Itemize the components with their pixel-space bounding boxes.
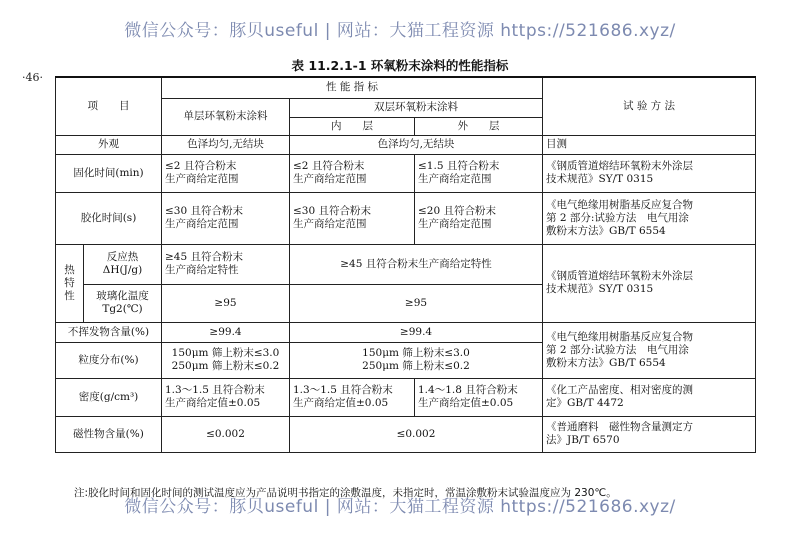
table-row: [56, 416, 756, 452]
cell-double: ≥45 且符合粉末生产商给定特性: [290, 244, 543, 284]
table-note: 注:胶化时间和固化时间的测试温度应为产品说明书指定的涂敷温度，未指定时，常温涂敷粉末试验温度应为 230℃。: [74, 487, 617, 499]
cell-inner: ≤30 且符合粉末 生产商给定范围: [290, 192, 415, 244]
table-row: [56, 378, 756, 416]
cell-inner: ≤2 且符合粉末 生产商给定范围: [290, 154, 415, 192]
cell-double: ≥95: [290, 284, 543, 322]
row-label: 固化时间(min): [56, 154, 162, 192]
cell-method: 《电气绝缘用树脂基反应复合物 第 2 部分:试验方法 电气用涂 敷粉末方法》GB/T 6554: [543, 322, 756, 378]
cell-single: 色泽均匀,无结块: [162, 135, 290, 154]
table-row: [56, 244, 756, 284]
table-title: 表 11.2.1-1 环氧粉末涂料的性能指标: [291, 58, 509, 73]
cell-inner: 1.3～1.5 且符合粉末 生产商给定值±0.05: [290, 378, 415, 416]
row-label: 玻璃化温度 Tg2(℃): [84, 284, 162, 322]
cell-single: 1.3～1.5 且符合粉末 生产商给定值±0.05: [162, 378, 290, 416]
header-double: 双层环氧粉末涂料: [290, 98, 543, 117]
header-item: 项 目: [56, 77, 162, 135]
cell-method: 目测: [543, 135, 756, 154]
cell-double: ≥99.4: [290, 322, 543, 342]
cell-single: ≤0.002: [162, 416, 290, 452]
cell-single: ≥99.4: [162, 322, 290, 342]
cell-method: 《电气绝缘用树脂基反应复合物 第 2 部分:试验方法 电气用涂 敷粉末方法》GB/T 6554: [543, 192, 756, 244]
cell-double: 色泽均匀,无结块: [290, 135, 543, 154]
row-label: 胶化时间(s): [56, 192, 162, 244]
header-outer: 外 层: [415, 117, 543, 135]
cell-outer: ≤20 且符合粉末 生产商给定范围: [415, 192, 543, 244]
header-method: 试 验 方 法: [543, 77, 756, 135]
performance-table: [55, 76, 756, 453]
row-label: 密度(g/cm³): [56, 378, 162, 416]
row-label: 粒度分布(%): [56, 342, 162, 378]
cell-method: 《化工产品密度、相对密度的测 定》GB/T 4472: [543, 378, 756, 416]
cell-single: ≤30 且符合粉末 生产商给定范围: [162, 192, 290, 244]
cell-double: ≤0.002: [290, 416, 543, 452]
header-inner: 内 层: [290, 117, 415, 135]
cell-single: 150μm 筛上粉末≤3.0 250μm 筛上粉末≤0.2: [162, 342, 290, 378]
cell-method: 《普通磨料 磁性物含量测定方 法》JB/T 6570: [543, 416, 756, 452]
row-label: 磁性物含量(%): [56, 416, 162, 452]
cell-method: 《钢质管道熔结环氧粉末外涂层 技术规范》SY/T 0315: [543, 244, 756, 322]
row-label: 反应热 ΔH(J/g): [84, 244, 162, 284]
watermark-bottom: 微信公众号：豚贝useful | 网站：大猫工程资源 https://521686.xyz/: [124, 497, 676, 517]
cell-outer: 1.4～1.8 且符合粉末 生产商给定值±0.05: [415, 378, 543, 416]
page-number: ·46·: [22, 71, 43, 84]
table-row: [56, 322, 756, 342]
cell-double: 150μm 筛上粉末≤3.0 250μm 筛上粉末≤0.2: [290, 342, 543, 378]
cell-single: ≥95: [162, 284, 290, 322]
header-single: 单层环氧粉末涂料: [162, 98, 290, 135]
table-row: [56, 135, 756, 154]
cell-outer: ≤1.5 且符合粉末 生产商给定范围: [415, 154, 543, 192]
header-performance: 性 能 指 标: [162, 77, 543, 98]
table-row: [56, 154, 756, 192]
cell-method: 《钢质管道熔结环氧粉末外涂层 技术规范》SY/T 0315: [543, 154, 756, 192]
thermal-group-label: 热 特 性: [56, 244, 84, 322]
watermark-top: 微信公众号：豚贝useful | 网站：大猫工程资源 https://521686.xyz/: [124, 21, 676, 41]
row-label: 不挥发物含量(%): [56, 322, 162, 342]
table-row: [56, 192, 756, 244]
cell-single: ≥45 且符合粉末 生产商给定特性: [162, 244, 290, 284]
cell-single: ≤2 且符合粉末 生产商给定范围: [162, 154, 290, 192]
row-label: 外观: [56, 135, 162, 154]
